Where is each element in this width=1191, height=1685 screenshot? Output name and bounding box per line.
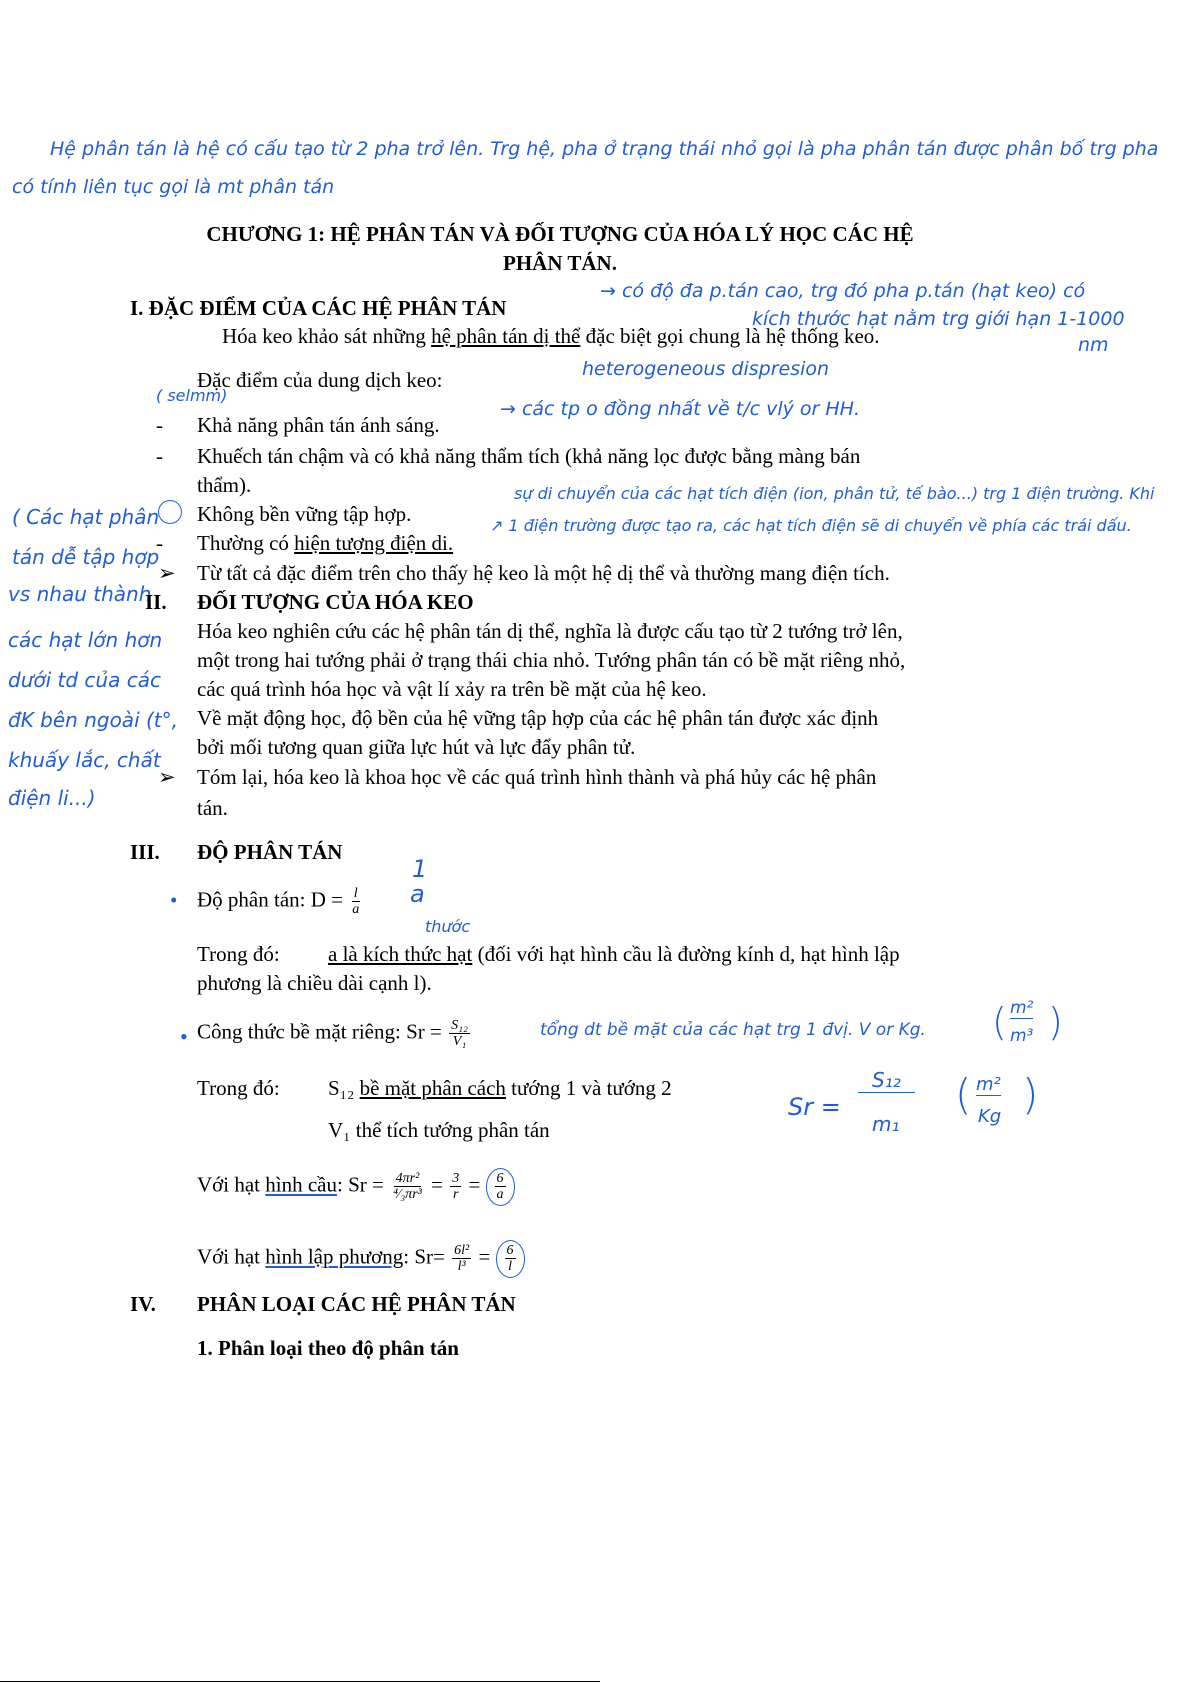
cube-fraction-2 <box>505 1243 516 1275</box>
sphere-f1-num: 4πr² <box>395 1171 420 1186</box>
handwritten-margin-line: các hạt lớn hơn <box>8 628 163 652</box>
handwritten-margin-line: đK bên ngoài (t°, <box>8 708 178 732</box>
section-2-title: ĐỐI TƯỢNG CỦA HÓA KEO <box>197 590 474 614</box>
section-2-paragraph-line: Hóa keo nghiên cứu các hệ phân tán dị thể, nghĩa là được cấu tạo từ 2 tướng trở lên, <box>197 619 903 643</box>
handwritten-unit1-den: m³ <box>1010 1026 1034 1046</box>
handwritten-sr-note: tổng dt bề mặt của các hạt trg 1 đvị. V or Kg. <box>540 1020 926 1040</box>
dispersity-numerator: l <box>353 886 358 901</box>
handwritten-hetero: heterogeneous dispresion <box>582 358 830 380</box>
sphere-fraction-2 <box>450 1171 461 1203</box>
section-4-subheading: 1. Phân loại theo độ phân tán <box>197 1336 459 1360</box>
sphere-f3-den: a <box>496 1187 504 1203</box>
handwritten-a-denominator: a <box>410 880 425 908</box>
cube-f1-num: 6l² <box>454 1243 470 1258</box>
handwritten-scatter-note: → các tp o đồng nhất về t/c vlý or HH. <box>500 398 860 420</box>
handwritten-unit2-num: m² <box>976 1074 1001 1095</box>
handwritten-sr-mass-num: S₁₂ <box>858 1068 915 1093</box>
section-4-number: IV. <box>130 1292 156 1316</box>
section-2-conclusion-line: Tóm lại, hóa keo là khoa học về các quá trình hình thành và phá hủy các hệ phân <box>197 765 877 789</box>
cube-formula <box>197 1240 525 1278</box>
dot-bullet: • <box>180 1024 188 1049</box>
section-1-heading: I. ĐẶC ĐIỂM CỦA CÁC HỆ PHÂN TÁN <box>130 296 507 320</box>
section-2-paragraph-line: bởi mối tương quan giữa lực hút và lực đẩy phân tử. <box>197 735 636 759</box>
handwritten-circle <box>486 1168 515 1206</box>
feature-item: Không bền vững tập hợp. <box>197 502 412 526</box>
where-2-v1-text: V₁ thể tích tướng phân tán <box>328 1118 550 1142</box>
handwritten-paren: ( <box>955 1070 972 1119</box>
handwritten-margin-line: ( Các hạt phân <box>12 505 160 529</box>
intro-pre: Hóa keo khảo sát những <box>222 324 432 348</box>
section-2-paragraph-line: một trong hai tướng phải ở trạng thái chia nhỏ. Tướng phân tán có bề mặt riêng nhỏ, <box>197 648 906 672</box>
equals-sign: = <box>468 1172 481 1197</box>
handwritten-sec1-note-line3: nm <box>1078 334 1109 356</box>
section-2-number: II. <box>145 590 167 614</box>
feature-item: Khuếch tán chậm và có khả năng thẩm tích (khả năng lọc được bằng màng bán <box>197 444 861 468</box>
handwritten-paren: ) <box>1048 1000 1063 1044</box>
intro-post: đặc biệt gọi chung là hệ thống keo. <box>580 324 880 348</box>
equals-sign: = <box>478 1244 491 1269</box>
sphere-f3-num: 6 <box>496 1171 504 1186</box>
handwritten-paren: ) <box>1022 1070 1039 1119</box>
page-bottom-rule <box>0 1681 600 1682</box>
handwritten-one-numerator: 1 <box>412 855 428 883</box>
cube-post: : Sr= <box>403 1244 451 1269</box>
cube-f2-num: 6 <box>506 1243 514 1258</box>
section-2-paragraph-line: các quá trình hóa học và vật lí xảy ra trên bề mặt của hệ keo. <box>197 677 707 701</box>
sphere-underlined: hình cầu <box>265 1172 337 1197</box>
sphere-f1-den: ⁴⁄₃πr³ <box>393 1187 422 1203</box>
dash-bullet: - <box>156 413 163 437</box>
handwritten-sec1-note-line2: kích thước hạt nằm trg giới hạn 1-1000 <box>752 308 1125 330</box>
cube-underlined: hình lập phương <box>265 1244 404 1269</box>
cube-pre: Với hạt <box>197 1244 266 1269</box>
handwritten-selmm: ( selmm) <box>156 386 228 405</box>
sphere-f2-num: 3 <box>452 1171 460 1186</box>
specific-surface-numerator: S₁₂ <box>451 1018 468 1033</box>
handwritten-margin-line: khuấy lắc, chất <box>8 748 161 772</box>
handwritten-electro-note2: ↗ 1 điện trường được tạo ra, các hạt tích điện sẽ di chuyển về phía các trái dấu. <box>490 516 1132 535</box>
cube-f2-den: l <box>508 1259 512 1275</box>
dot-bullet: • <box>170 888 178 912</box>
feature-item-cont: thẩm). <box>197 473 252 497</box>
where-1-rest: (đối với hạt hình cầu là đường kính d, hạt hình lập <box>472 942 900 966</box>
feature-item: Khả năng phân tán ánh sáng. <box>197 413 440 437</box>
arrow-bullet: ➢ <box>158 765 176 789</box>
dash-bullet: - <box>156 444 163 468</box>
electro-underlined: hiện tượng điện di. <box>294 531 454 555</box>
features-label: Đặc điểm của dung dịch keo: <box>197 368 443 392</box>
handwritten-sr-mass-lhs: Sr = <box>788 1093 841 1121</box>
where-2-s12-text <box>328 1076 672 1101</box>
section-2-paragraph-line: Về mặt động học, độ bền của hệ vững tập hợp của các hệ phân tán được xác định <box>197 706 879 730</box>
handwritten-sr-mass-den: m₁ <box>872 1112 900 1136</box>
section-2-conclusion-line: tán. <box>197 796 228 820</box>
dispersity-label: Độ phân tán: D = <box>197 887 349 912</box>
specific-surface-formula <box>197 1018 472 1050</box>
handwritten-margin-line: tán dễ tập hợp <box>12 545 160 569</box>
handwritten-thuoc: thước <box>425 917 471 936</box>
cube-f1-den: l³ <box>457 1259 466 1275</box>
cube-fraction-1 <box>452 1243 471 1275</box>
where-2-s12-rest: tướng 1 và tướng 2 <box>505 1076 672 1100</box>
specific-surface-label: Công thức bề mặt riêng: Sr = <box>197 1019 448 1044</box>
equals-sign: = <box>431 1172 443 1197</box>
conclusion-1: Từ tất cả đặc điểm trên cho thấy hệ keo là một hệ dị thể và thường mang điện tích. <box>197 561 890 585</box>
dispersity-formula <box>197 886 363 918</box>
sphere-post: : Sr = <box>337 1172 390 1197</box>
handwritten-margin-line: điện li...) <box>8 786 96 810</box>
section-4-title: PHÂN LOẠI CÁC HỆ PHÂN TÁN <box>197 1292 516 1316</box>
chapter-title-line2: PHÂN TÁN. <box>503 251 617 275</box>
chapter-title-line1: CHƯƠNG 1: HỆ PHÂN TÁN VÀ ĐỐI TƯỢNG CỦA HÓA LÝ HỌC CÁC HỆ <box>206 222 914 246</box>
handwritten-circle <box>496 1240 525 1278</box>
sphere-fraction-1 <box>391 1171 424 1203</box>
where-2-s12-underlined: bề mặt phân cách <box>359 1076 506 1100</box>
sphere-formula <box>197 1168 515 1206</box>
handwritten-paren: ( <box>992 1000 1007 1044</box>
arrow-bullet: ➢ <box>158 561 176 585</box>
section-1-intro <box>222 324 880 349</box>
handwritten-electro-note: sự di chuyển của các hạt tích điện (ion, phân tử, tế bào...) trg 1 điện trường. Khi <box>514 484 1155 503</box>
handwritten-unit2-den: Kg <box>978 1106 1002 1127</box>
handwritten-sec1-note-line1: → có độ đa p.tán cao, trg đó pha p.tán (hạt keo) có <box>600 280 1086 302</box>
where-1-underlined: a là kích thức hạt <box>328 942 473 966</box>
dispersity-denominator: a <box>352 902 360 918</box>
sphere-pre: Với hạt <box>197 1172 266 1197</box>
section-3-title: ĐỘ PHÂN TÁN <box>197 840 343 864</box>
sphere-fraction-3 <box>495 1171 506 1203</box>
handwritten-definition-line2: có tính liên tục gọi là mt phân tán <box>12 176 335 198</box>
handwritten-margin-line: vs nhau thành <box>8 582 152 606</box>
handwritten-unit1-num: m² <box>1010 998 1034 1018</box>
sphere-f2-den: r <box>452 1187 459 1203</box>
where-1-line2: phương là chiều dài cạnh l). <box>197 971 432 995</box>
specific-surface-fraction <box>449 1018 470 1050</box>
where-1-label: Trong đó: <box>197 942 280 966</box>
electro-pre: Thường có <box>197 531 295 555</box>
where-1-text <box>328 942 900 967</box>
specific-surface-denominator: V₁ <box>452 1034 467 1050</box>
handwritten-margin-line: dưới td của các <box>8 668 161 692</box>
intro-underlined: hệ phân tán dị thể <box>431 324 581 348</box>
handwritten-definition-line1: Hệ phân tán là hệ có cấu tạo từ 2 pha trở lên. Trg hệ, pha ở trạng thái nhỏ gọi là pha phân tán được phân bố trg pha <box>50 138 1159 160</box>
dispersity-fraction <box>350 886 361 918</box>
handwritten-circle-marker <box>158 500 182 524</box>
section-3-number: III. <box>130 840 160 864</box>
where-2-label: Trong đó: <box>197 1076 280 1100</box>
where-2-s12: S₁₂ <box>328 1076 360 1100</box>
dash-bullet: - <box>156 531 163 555</box>
feature-item-electro <box>197 531 453 556</box>
